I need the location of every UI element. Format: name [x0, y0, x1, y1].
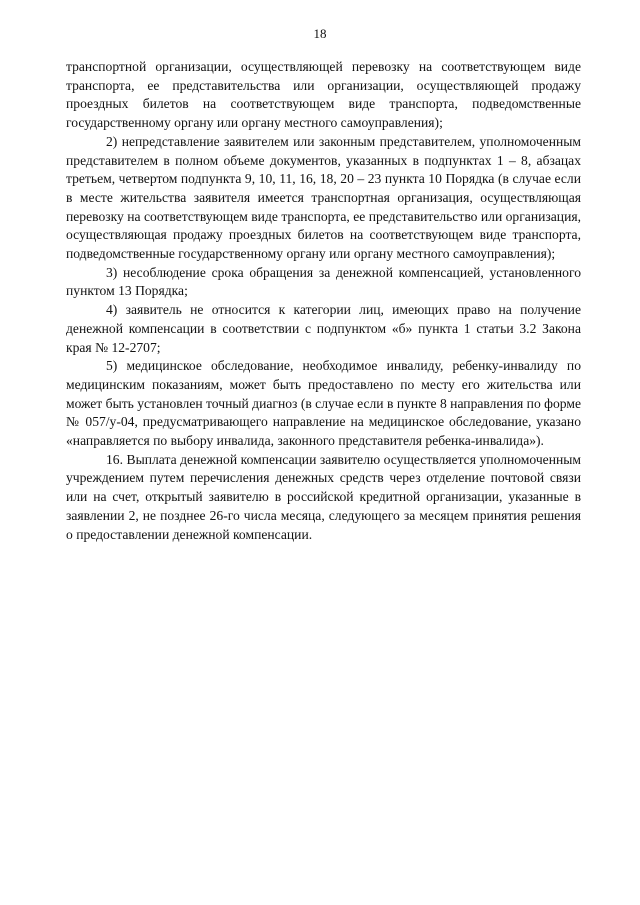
paragraph-section-16: 16. Выплата денежной компенсации заявителю осуществляется уполномоченным учреждением путем перечисления денежных средств через отделение почтовой связи или на счет, открытый заявителю в российской кредитной организации, указанные в заявлении 2, не позднее 26-го числа месяца, следующего за месяцем принятия решения о предоставлении денежной компенсации. [66, 451, 581, 542]
paragraph-item-3: 3) несоблюдение срока обращения за денежной компенсацией, установленного пунктом 13 Порядка; [66, 264, 581, 299]
paragraph-item-4: 4) заявитель не относится к категории лиц, имеющих право на получение денежной компенсации в соответствии с подпунктом «б» пункта 1 статьи 3.2 Закона края № 12-2707; [66, 302, 581, 355]
page-number: 18 [313, 26, 327, 41]
paragraph-item-5: 5) медицинское обследование, необходимое инвалиду, ребенку-инвалиду по медицинским показаниям, может быть предоставлено по месту его жительства или может быть установлен точный диагноз (в случае если в пункте 8 направления по форме № 057/у-04, предусматривающего направление на медицинское обследование, указано «направляется по выбору инвалида, законного представителя ребенка-инвалида»). [66, 358, 581, 449]
paragraph-item-2: 2) непредставление заявителем или законным представителем, уполномоченным представителем в полном объеме документов, указанных в подпунктах 1 – 8, абзацах третьем, четвертом подпункта 9, 10, 11, 16, 18, 20 – 23 пункта 10 Порядка (в случае если в месте жительства заявителя имеется транспортная организация, осуществляющая перевозку на соответствующем виде транспорта, ее представительство или организация, осуществляющая продажу проездных билетов на соответствующем виде транспорта, подведомственные государственному органу или органу местного самоуправления); [66, 133, 581, 262]
document-body [66, 58, 581, 544]
paragraph-continuation: транспортной организации, осуществляющей перевозку на соответствующем виде транспорта, ее представительства или организации, осуществляющей продажу проездных билетов на соответствующем виде транспорта, подведомственные государственному органу или органу местного самоуправления); [66, 59, 581, 131]
